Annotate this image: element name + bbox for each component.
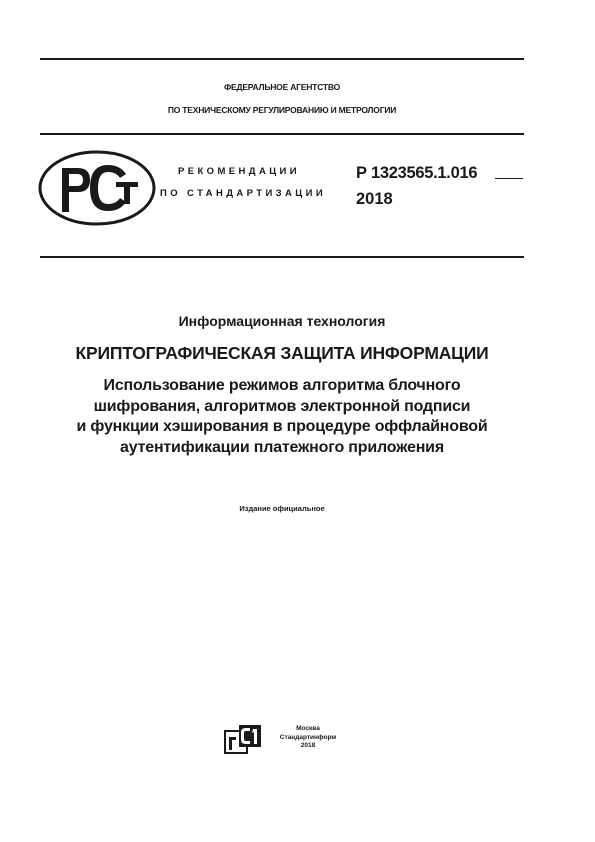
recommendation-label-1: РЕКОМЕНДАЦИИ — [178, 166, 300, 177]
gost-rst-emblem-icon — [38, 150, 156, 226]
subtitle-line: аутентификации платежного приложения — [120, 438, 444, 456]
topic-title: Информационная технология — [178, 313, 386, 329]
subtitle-line: и функции хэширования в процедуре оффлайновой — [76, 418, 488, 435]
publisher-info — [268, 725, 348, 751]
top-rule — [40, 58, 524, 60]
logo-rule — [40, 256, 524, 258]
number-dash — [495, 178, 523, 179]
main-title: КРИПТОГРАФИЧЕСКАЯ ЗАЩИТА ИНФОРМАЦИИ — [75, 343, 489, 363]
recommendation-label-2: ПО СТАНДАРТИЗАЦИИ — [160, 188, 327, 199]
agency-line-1: ФЕДЕРАЛЬНОЕ АГЕНТСТВО — [223, 82, 341, 92]
publisher-name: Стандартинформ — [279, 733, 337, 741]
subtitle-line: Использование режимов алгоритма блочного — [103, 377, 461, 394]
publisher-city: Москва — [296, 725, 320, 732]
edition-note: Издание официальное — [239, 504, 325, 513]
standartinform-logo-icon — [224, 724, 262, 754]
subtitle — [40, 376, 524, 458]
agency-line-2: ПО ТЕХНИЧЕСКОМУ РЕГУЛИРОВАНИЮ И МЕТРОЛОГИИ — [167, 105, 397, 115]
subtitle-line: шифрования, алгоритмов электронной подписи — [93, 397, 471, 415]
header-rule — [40, 133, 524, 135]
document-year: 2018 — [356, 190, 393, 208]
document-number: Р 1323565.1.016 — [356, 164, 478, 182]
publisher-year: 2018 — [300, 742, 316, 749]
